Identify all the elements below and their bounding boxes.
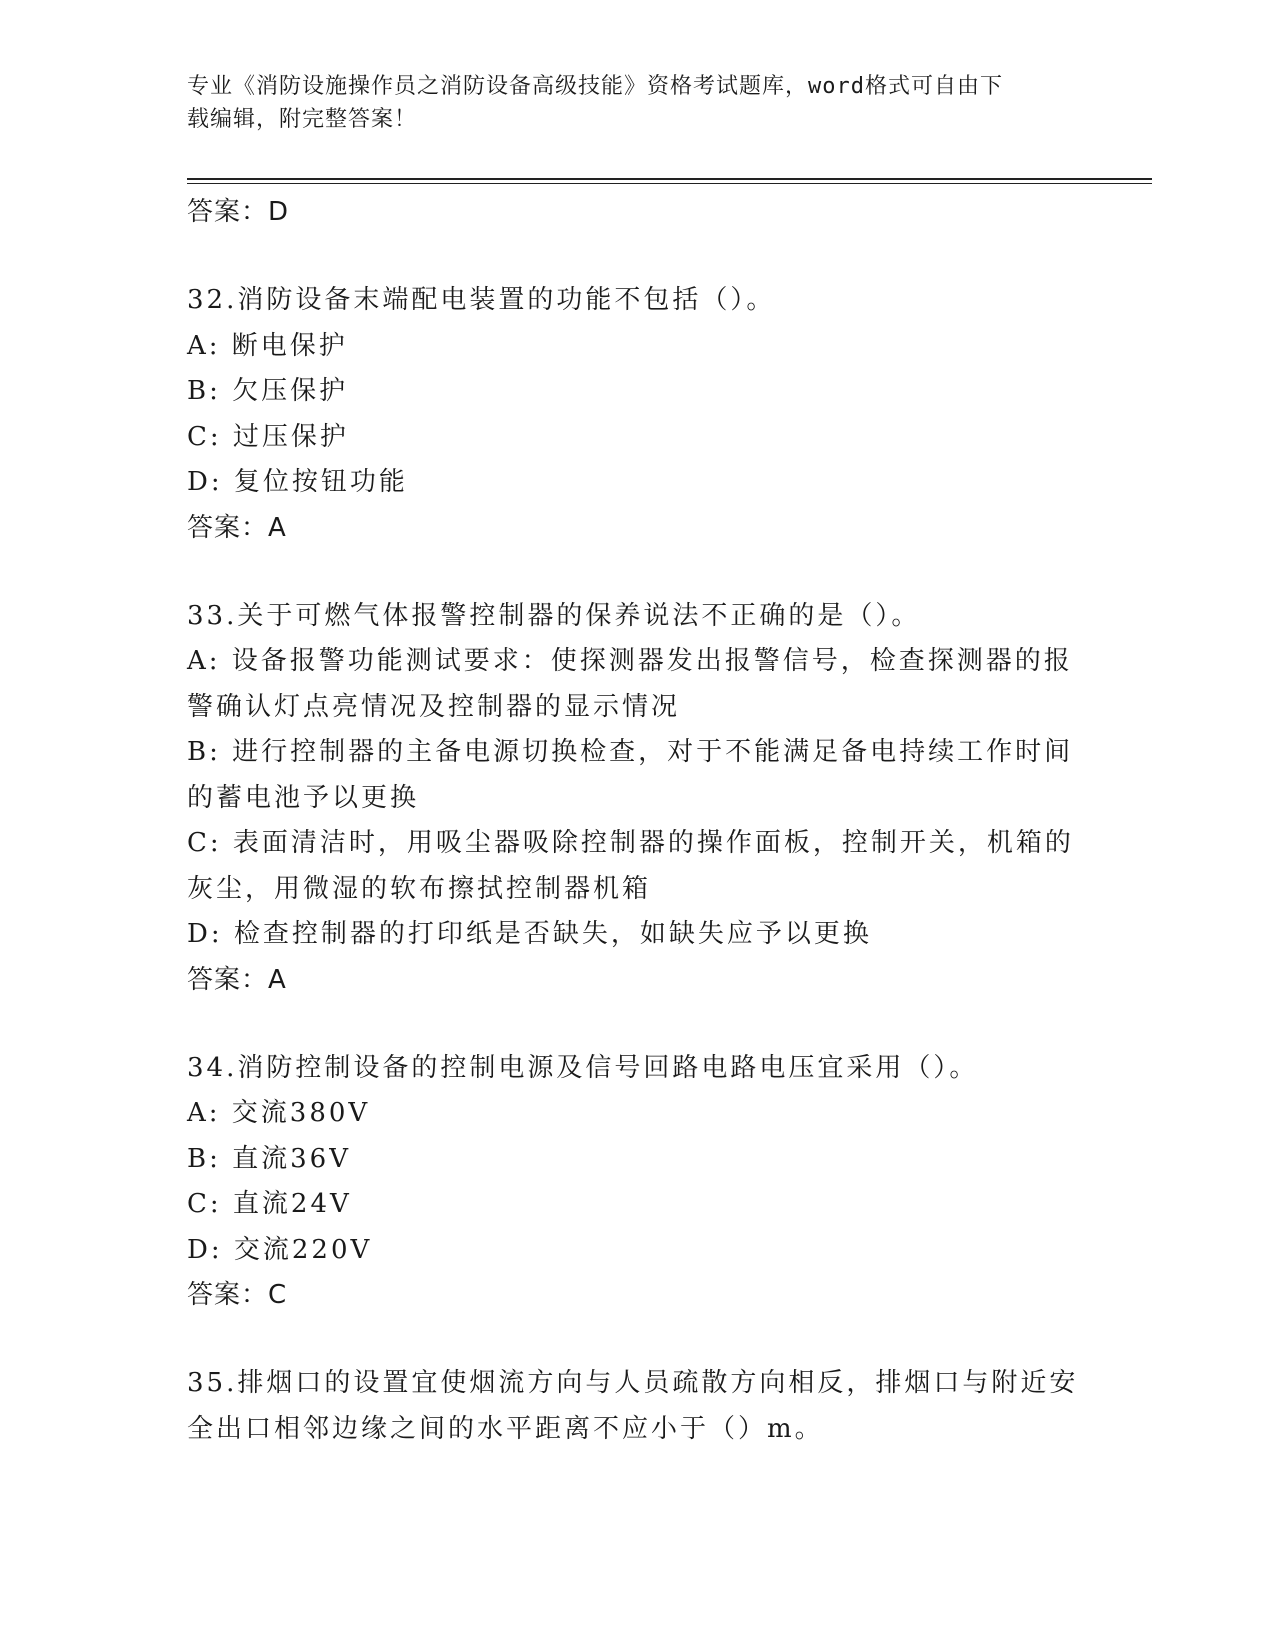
answer-line: 答案：D xyxy=(187,197,290,227)
answer-line: 答案：A xyxy=(187,512,287,543)
header-line-2: 载编辑，附完整答案！ xyxy=(187,107,418,132)
question-line: 35.排烟口的设置宜使烟流方向与人员疏散方向相反，排烟口与附近安 xyxy=(187,1368,1079,1398)
header-line-1: 专业《消防设施操作员之消防设备高级技能》资格考试题库，word格式可自由下 xyxy=(187,74,1003,99)
header-rule-thick xyxy=(187,178,1152,180)
spacer xyxy=(187,1317,1087,1361)
spacer xyxy=(187,1002,1087,1046)
question-line: C: 直流24V xyxy=(187,1189,352,1219)
header-rule-thin xyxy=(187,183,1152,184)
question-line: D: 检查控制器的打印纸是否缺失，如缺失应予以更换 xyxy=(187,919,872,949)
question-line: B: 欠压保护 xyxy=(187,376,349,406)
question-line: 的蓄电池予以更换 xyxy=(187,782,420,813)
question-line: C: 过压保护 xyxy=(187,421,349,452)
question-line: A: 交流380V xyxy=(187,1098,371,1128)
question-line: A: 设备报警功能测试要求：使探测器发出报警信号，检查探测器的报 xyxy=(187,646,1073,676)
question-line: 全出口相邻边缘之间的水平距离不应小于（）m。 xyxy=(187,1413,824,1444)
spacer xyxy=(187,550,1087,594)
document-header xyxy=(187,70,1087,136)
question-line: 34.消防控制设备的控制电源及信号回路电路电压宜采用（）。 xyxy=(187,1052,979,1083)
question-line: 灰尘，用微湿的软布擦拭控制器机箱 xyxy=(187,873,652,904)
question-line: B: 直流36V xyxy=(187,1143,351,1174)
question-line: 33.关于可燃气体报警控制器的保养说法不正确的是（）。 xyxy=(187,600,921,631)
answer-line: 答案：A xyxy=(187,964,287,995)
question-line: A: 断电保护 xyxy=(187,330,348,361)
question-line: B: 进行控制器的主备电源切换检查，对于不能满足备电持续工作时间 xyxy=(187,737,1074,767)
question-line: C: 表面清洁时，用吸尘器吸除控制器的操作面板，控制开关，机箱的 xyxy=(187,828,1074,858)
question-line: D: 复位按钮功能 xyxy=(187,467,408,497)
spacer xyxy=(187,234,1087,278)
answer-line: 答案：C xyxy=(187,1280,288,1310)
question-content xyxy=(187,190,1087,1452)
question-line: 32.消防设备末端配电装置的功能不包括（）。 xyxy=(187,285,776,315)
question-line: 警确认灯点亮情况及控制器的显示情况 xyxy=(187,691,681,722)
question-line: D: 交流220V xyxy=(187,1234,373,1265)
